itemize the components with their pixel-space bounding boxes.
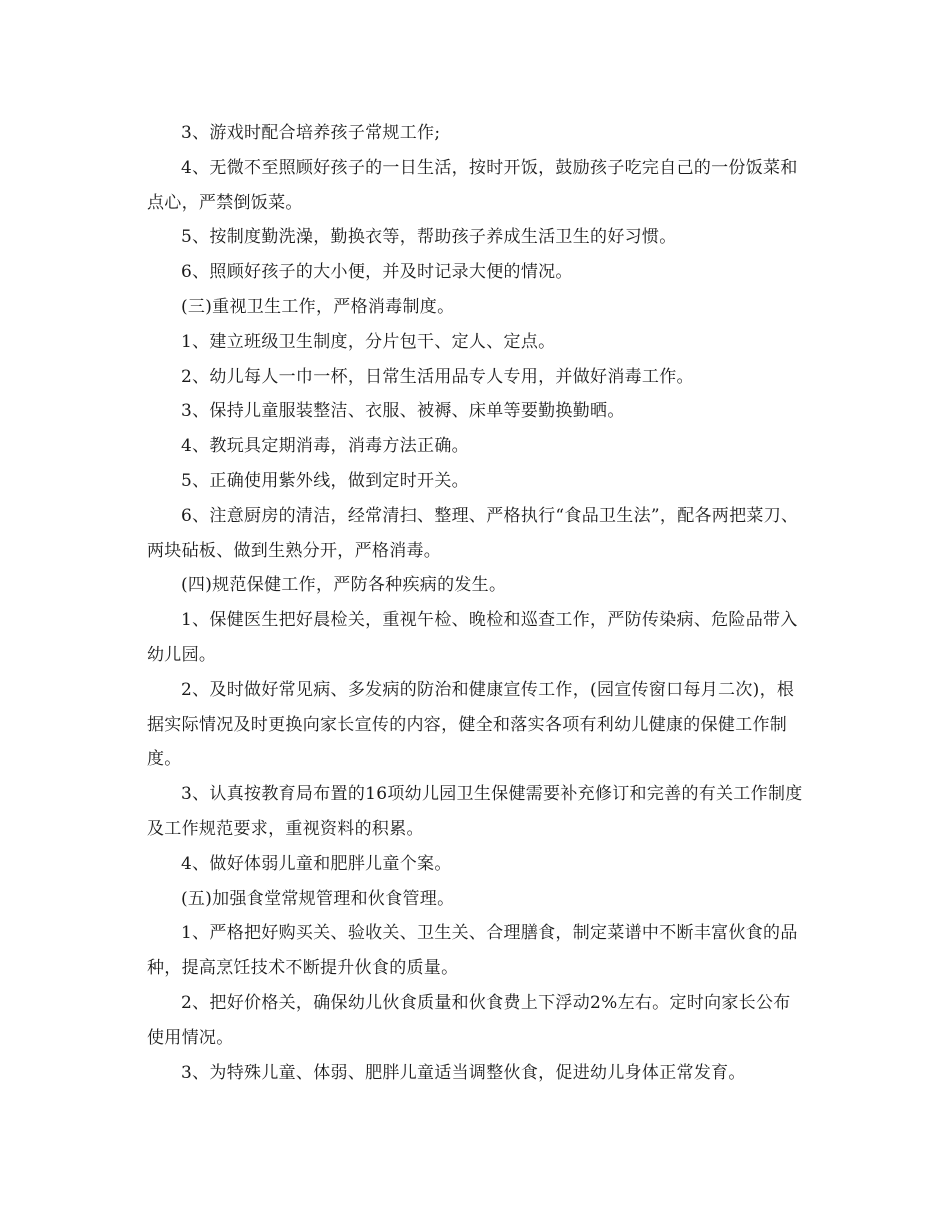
paragraph-16: 2、把好价格关，确保幼儿伙食质量和伙食费上下浮动2%左右。定时向家长公布使用情况。 — [147, 992, 791, 1048]
paragraph-3: 5、按制度勤洗澡，勤换衣等，帮助孩子养成生活卫生的好习惯。 — [181, 227, 677, 248]
paragraph-10: 6、注意厨房的清洁，经常清扫、整理、严格执行“食品卫生法”，配各两把菜刀、两块砧板、做到生熟分开，严格消毒。 — [147, 505, 799, 561]
paragraph-15: 1、严格把好购买关、验收关、卫生关、合理膳食，制定菜谱中不断丰富伙食的品种，提高烹饪技术不断提升伙食的质量。 — [147, 923, 798, 979]
paragraph-6: 2、幼儿每人一巾一杯，日常生活用品专人专用，并做好消毒工作。 — [181, 366, 694, 387]
paragraph-4: 6、照顾好孩子的大小便，并及时记录大便的情况。 — [181, 262, 573, 283]
paragraph-9: 5、正确使用紫外线，做到定时开关。 — [181, 470, 469, 491]
document-body — [147, 116, 807, 1090]
paragraph-11: 1、保健医生把好晨检关，重视午检、晚检和巡查工作，严防传染病、危险品带入幼儿园。 — [147, 610, 798, 665]
section-heading-3: (三)重视卫生工作，严格消毒制度。 — [181, 296, 455, 317]
paragraph-7: 3、保持儿童服装整洁、衣服、被褥、床单等要勤换勤晒。 — [181, 401, 625, 422]
paragraph-5: 1、建立班级卫生制度，分片包干、定人、定点。 — [181, 331, 556, 352]
paragraph-14: 4、做好体弱儿童和肥胖儿童个案。 — [181, 853, 452, 874]
paragraph-8: 4、教玩具定期消毒，消毒方法正确。 — [181, 436, 469, 457]
paragraph-12: 2、及时做好常见病、多发病的防治和健康宣传工作，(园宣传窗口每月二次)，根据实际情况及时更换向家长宣传的内容，健全和落实各项有利幼儿健康的保健工作制度。 — [147, 679, 795, 770]
paragraph-17: 3、为特殊儿童、体弱、肥胖儿童适当调整伙食，促进幼儿身体正常发育。 — [181, 1062, 746, 1083]
section-heading-5: (五)加强食堂常规管理和伙食管理。 — [181, 888, 455, 909]
paragraph-13: 3、认真按教育局布置的16项幼儿园卫生保健需要补充修订和完善的有关工作制度及工作规范要求，重视资料的积累。 — [147, 784, 803, 839]
paragraph-2: 4、无微不至照顾好孩子的一日生活，按时开饭，鼓励孩子吃完自己的一份饭菜和点心，严禁倒饭菜。 — [147, 157, 798, 213]
section-heading-4: (四)规范保健工作，严防各种疾病的发生。 — [181, 575, 507, 596]
paragraph-1: 3、游戏时配合培养孩子常规工作; — [181, 123, 441, 143]
